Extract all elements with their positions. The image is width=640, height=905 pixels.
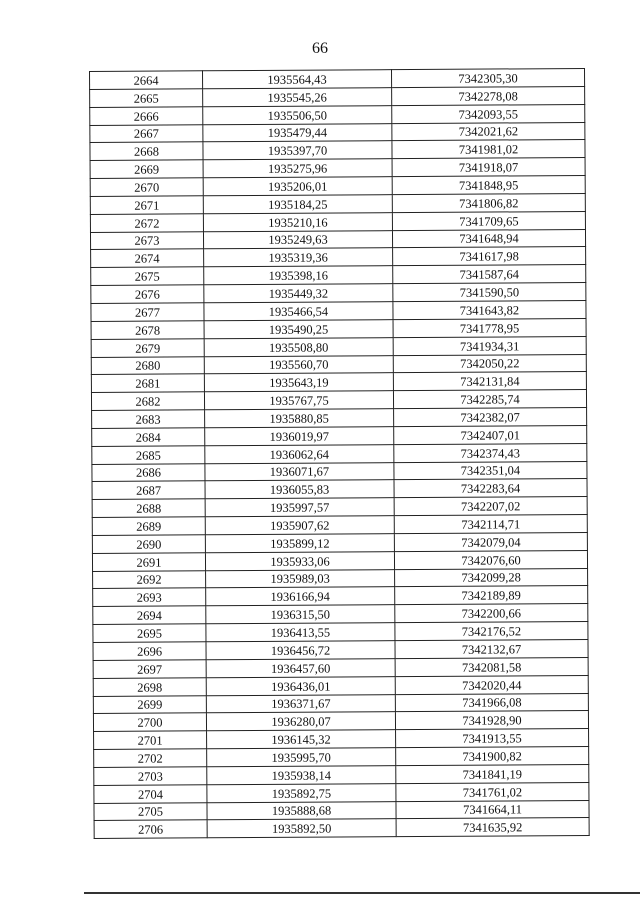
- table-row: [93, 693, 588, 714]
- point-number-cell: 2678: [91, 321, 204, 340]
- x-coordinate-cell: 1936166,94: [206, 587, 395, 606]
- x-coordinate-cell: 1935449,32: [204, 284, 393, 303]
- y-coordinate-cell: 7342114,71: [394, 515, 587, 534]
- point-number-cell: 2696: [93, 642, 206, 661]
- point-number-cell: 2704: [94, 785, 207, 804]
- table-row: [94, 729, 589, 750]
- point-number-cell: 2686: [92, 463, 205, 482]
- coordinates-table: [89, 68, 590, 839]
- point-number-cell: 2706: [94, 820, 207, 839]
- point-number-cell: 2689: [92, 517, 205, 536]
- x-coordinate-cell: 1935938,14: [207, 766, 396, 785]
- table-row: [90, 122, 585, 143]
- x-coordinate-cell: 1936371,67: [206, 694, 395, 713]
- point-number-cell: 2685: [92, 446, 205, 465]
- table-row: [92, 550, 587, 571]
- point-number-cell: 2695: [93, 624, 206, 643]
- table-row: [91, 247, 586, 268]
- table-row: [94, 747, 589, 768]
- table-row: [91, 265, 586, 286]
- y-coordinate-cell: 7341981,02: [392, 140, 585, 159]
- y-coordinate-cell: 7342278,08: [392, 86, 585, 105]
- x-coordinate-cell: 1935892,75: [207, 783, 396, 802]
- y-coordinate-cell: 7341590,50: [393, 283, 586, 302]
- y-coordinate-cell: 7341778,95: [393, 318, 586, 337]
- point-number-cell: 2690: [92, 535, 205, 554]
- point-number-cell: 2700: [93, 713, 206, 732]
- table-row: [94, 782, 589, 803]
- y-coordinate-cell: 7341841,19: [396, 764, 589, 783]
- x-coordinate-cell: 1935892,50: [207, 819, 396, 838]
- point-number-cell: 2687: [92, 481, 205, 500]
- x-coordinate-cell: 1936413,55: [206, 623, 395, 642]
- y-coordinate-cell: 7341643,82: [393, 300, 586, 319]
- point-number-cell: 2665: [90, 89, 203, 108]
- point-number-cell: 2697: [93, 660, 206, 679]
- table-row: [93, 657, 588, 678]
- x-coordinate-cell: 1936457,60: [206, 658, 395, 677]
- scan-edge-line: [84, 892, 640, 894]
- y-coordinate-cell: 7342079,04: [394, 532, 587, 551]
- point-number-cell: 2699: [93, 695, 206, 714]
- point-number-cell: 2698: [93, 677, 206, 696]
- point-number-cell: 2684: [92, 428, 205, 447]
- x-coordinate-cell: 1936055,83: [205, 480, 394, 499]
- point-number-cell: 2692: [93, 570, 206, 589]
- table-row: [93, 586, 588, 607]
- table-row: [90, 104, 585, 125]
- x-coordinate-cell: 1935466,54: [204, 302, 393, 321]
- x-coordinate-cell: 1935397,70: [203, 141, 392, 160]
- x-coordinate-cell: 1935995,70: [207, 748, 396, 767]
- x-coordinate-cell: 1935888,68: [207, 801, 396, 820]
- x-coordinate-cell: 1935643,19: [204, 373, 393, 392]
- point-number-cell: 2705: [94, 802, 207, 821]
- x-coordinate-cell: 1936280,07: [206, 712, 395, 731]
- y-coordinate-cell: 7341966,08: [395, 693, 588, 712]
- x-coordinate-cell: 1935249,63: [203, 230, 392, 249]
- point-number-cell: 2688: [92, 499, 205, 518]
- table-row: [91, 390, 586, 411]
- y-coordinate-cell: 7342374,43: [394, 443, 587, 462]
- x-coordinate-cell: 1936062,64: [205, 444, 394, 463]
- table-row: [92, 532, 587, 553]
- point-number-cell: 2672: [90, 214, 203, 233]
- point-number-cell: 2666: [90, 106, 203, 125]
- point-number-cell: 2679: [91, 338, 204, 357]
- table-row: [91, 300, 586, 321]
- y-coordinate-cell: 7341913,55: [396, 729, 589, 748]
- x-coordinate-cell: 1935398,16: [204, 266, 393, 285]
- y-coordinate-cell: 7342351,04: [394, 461, 587, 480]
- x-coordinate-cell: 1935506,50: [203, 105, 392, 124]
- y-coordinate-cell: 7341648,94: [392, 229, 585, 248]
- point-number-cell: 2670: [90, 178, 203, 197]
- table-row: [91, 354, 586, 375]
- point-number-cell: 2675: [91, 267, 204, 286]
- point-number-cell: 2674: [91, 249, 204, 268]
- y-coordinate-cell: 7342020,44: [395, 675, 588, 694]
- x-coordinate-cell: 1935210,16: [203, 212, 392, 231]
- x-coordinate-cell: 1935206,01: [203, 177, 392, 196]
- x-coordinate-cell: 1936145,32: [207, 730, 396, 749]
- table-row: [91, 336, 586, 357]
- coordinates-table-body: [90, 68, 590, 838]
- point-number-cell: 2667: [90, 124, 203, 143]
- y-coordinate-cell: 7342093,55: [392, 104, 585, 123]
- y-coordinate-cell: 7342407,01: [394, 425, 587, 444]
- x-coordinate-cell: 1936019,97: [205, 427, 394, 446]
- y-coordinate-cell: 7342176,52: [395, 622, 588, 641]
- y-coordinate-cell: 7342132,67: [395, 639, 588, 658]
- y-coordinate-cell: 7341928,90: [395, 711, 588, 730]
- x-coordinate-cell: 1935275,96: [203, 159, 392, 178]
- point-number-cell: 2676: [91, 285, 204, 304]
- y-coordinate-cell: 7341806,82: [392, 193, 585, 212]
- y-coordinate-cell: 7342081,58: [395, 657, 588, 676]
- table-row: [92, 461, 587, 482]
- y-coordinate-cell: 7341587,64: [393, 265, 586, 284]
- y-coordinate-cell: 7342189,89: [395, 586, 588, 605]
- table-row: [91, 372, 586, 393]
- point-number-cell: 2693: [93, 588, 206, 607]
- table-row: [94, 800, 589, 821]
- y-coordinate-cell: 7341617,98: [393, 247, 586, 266]
- point-number-cell: 2702: [94, 749, 207, 768]
- y-coordinate-cell: 7341664,11: [396, 800, 589, 819]
- x-coordinate-cell: 1935319,36: [204, 248, 393, 267]
- x-coordinate-cell: 1935997,57: [205, 498, 394, 517]
- point-number-cell: 2701: [94, 731, 207, 750]
- y-coordinate-cell: 7341918,07: [392, 158, 585, 177]
- y-coordinate-cell: 7341848,95: [392, 176, 585, 195]
- table-row: [93, 639, 588, 660]
- x-coordinate-cell: 1935545,26: [203, 87, 392, 106]
- table-row: [92, 497, 587, 518]
- table-row: [90, 229, 585, 250]
- x-coordinate-cell: 1936315,50: [206, 605, 395, 624]
- x-coordinate-cell: 1935907,62: [205, 516, 394, 535]
- point-number-cell: 2691: [92, 553, 205, 572]
- y-coordinate-cell: 7342285,74: [393, 390, 586, 409]
- x-coordinate-cell: 1935564,43: [203, 70, 392, 89]
- point-number-cell: 2669: [90, 160, 203, 179]
- point-number-cell: 2683: [92, 410, 205, 429]
- table-row: [93, 604, 588, 625]
- table-row: [90, 193, 585, 214]
- y-coordinate-cell: 7342283,64: [394, 479, 587, 498]
- point-number-cell: 2680: [91, 356, 204, 375]
- table-row: [93, 568, 588, 589]
- x-coordinate-cell: 1935508,80: [204, 337, 393, 356]
- y-coordinate-cell: 7341934,31: [393, 336, 586, 355]
- point-number-cell: 2682: [91, 392, 204, 411]
- table-row: [92, 443, 587, 464]
- x-coordinate-cell: 1935989,03: [206, 569, 395, 588]
- y-coordinate-cell: 7342099,28: [395, 568, 588, 587]
- y-coordinate-cell: 7342207,02: [394, 497, 587, 516]
- table-row: [90, 86, 585, 107]
- y-coordinate-cell: 7341761,02: [396, 782, 589, 801]
- point-number-cell: 2703: [94, 767, 207, 786]
- y-coordinate-cell: 7342305,30: [391, 68, 584, 87]
- table-row: [92, 479, 587, 500]
- y-coordinate-cell: 7342076,60: [394, 550, 587, 569]
- y-coordinate-cell: 7341635,92: [396, 818, 589, 837]
- y-coordinate-cell: 7341900,82: [396, 747, 589, 766]
- point-number-cell: 2681: [91, 374, 204, 393]
- y-coordinate-cell: 7342050,22: [393, 354, 586, 373]
- table-row: [92, 425, 587, 446]
- table-row: [90, 140, 585, 161]
- table-row: [94, 818, 589, 839]
- table-row: [92, 407, 587, 428]
- x-coordinate-cell: 1936071,67: [205, 462, 394, 481]
- y-coordinate-cell: 7341709,65: [392, 211, 585, 230]
- table-row: [91, 283, 586, 304]
- x-coordinate-cell: 1935880,85: [205, 409, 394, 428]
- point-number-cell: 2664: [90, 71, 203, 90]
- table-row: [93, 711, 588, 732]
- point-number-cell: 2668: [90, 142, 203, 161]
- x-coordinate-cell: 1935933,06: [205, 551, 394, 570]
- table-row: [93, 675, 588, 696]
- x-coordinate-cell: 1935479,44: [203, 123, 392, 142]
- point-number-cell: 2671: [90, 196, 203, 215]
- table-row: [92, 515, 587, 536]
- point-number-cell: 2673: [90, 231, 203, 250]
- table-row: [90, 158, 585, 179]
- y-coordinate-cell: 7342021,62: [392, 122, 585, 141]
- y-coordinate-cell: 7342200,66: [395, 604, 588, 623]
- x-coordinate-cell: 1935490,25: [204, 319, 393, 338]
- x-coordinate-cell: 1936456,72: [206, 641, 395, 660]
- point-number-cell: 2694: [93, 606, 206, 625]
- x-coordinate-cell: 1936436,01: [206, 676, 395, 695]
- y-coordinate-cell: 7342382,07: [394, 407, 587, 426]
- x-coordinate-cell: 1935899,12: [205, 534, 394, 553]
- point-number-cell: 2677: [91, 303, 204, 322]
- table-row: [94, 764, 589, 785]
- x-coordinate-cell: 1935767,75: [204, 391, 393, 410]
- table-row: [90, 211, 585, 232]
- x-coordinate-cell: 1935184,25: [203, 195, 392, 214]
- y-coordinate-cell: 7342131,84: [393, 372, 586, 391]
- table-row: [90, 68, 585, 89]
- page-number: 66: [312, 40, 328, 57]
- x-coordinate-cell: 1935560,70: [204, 355, 393, 374]
- table-row: [91, 318, 586, 339]
- table-row: [93, 622, 588, 643]
- table-row: [90, 176, 585, 197]
